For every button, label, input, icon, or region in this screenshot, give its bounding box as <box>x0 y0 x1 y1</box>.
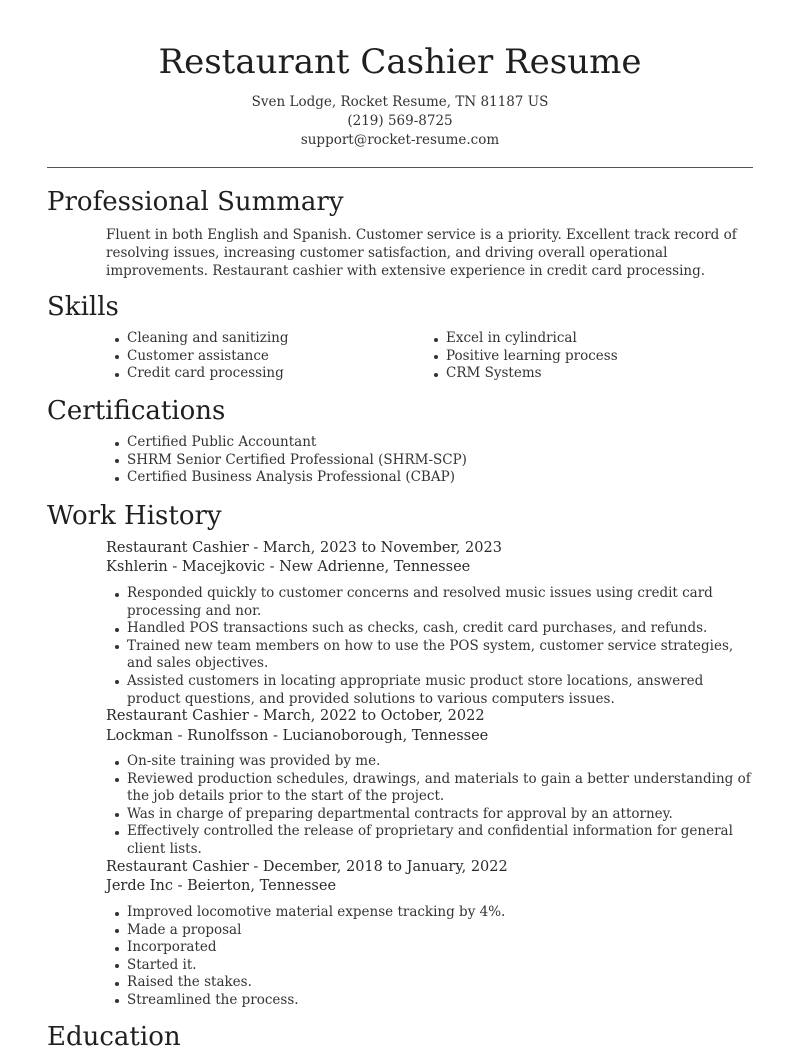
job-bullet: Was in charge of preparing departmental contracts for approval by an attorney. <box>106 806 756 824</box>
contact-phone: (219) 569-8725 <box>347 113 453 129</box>
education-heading: Education <box>47 1022 181 1052</box>
job-company-location: Kshlerin - Macejkovic - New Adrienne, Tennessee <box>106 559 471 575</box>
certification-item: SHRM Senior Certified Professional (SHRM-SCP) <box>106 452 756 470</box>
job-bullet: Trained new team members on how to use the POS system, customer service strategies, and sales objectives. <box>106 638 756 673</box>
summary-text: Fluent in both English and Spanish. Customer service is a priority. Excellent track record of resolving issues, increasing customer satisfaction, and driving overall operational improvements. Restaurant cashier with extensive experience in credit card processing. <box>106 227 737 279</box>
skills-heading: Skills <box>47 292 119 322</box>
certification-item: Certified Public Accountant <box>106 434 756 452</box>
skills-list-right <box>425 330 745 383</box>
job-bullet: Improved locomotive material expense tracking by 4%. <box>106 904 756 922</box>
certification-item: Certified Business Analysis Professional (CBAP) <box>106 469 756 487</box>
job-company-location: Jerde Inc - Beierton, Tennessee <box>106 878 337 894</box>
skill-item: Excel in cylindrical <box>425 330 745 348</box>
job-bullet: Raised the stakes. <box>106 974 756 992</box>
job-bullet: Reviewed production schedules, drawings, and materials to gain a better understanding of the job details prior to the start of the project. <box>106 771 756 806</box>
job-bullets <box>106 904 756 1010</box>
job-company-location: Lockman - Runolfsson - Lucianoborough, Tennessee <box>106 728 489 744</box>
skill-item: CRM Systems <box>425 365 745 383</box>
contact-email: support@rocket-resume.com <box>300 132 500 148</box>
certifications-list <box>106 434 756 487</box>
contact-address: Sven Lodge, Rocket Resume, TN 81187 US <box>251 94 549 110</box>
job-bullet: Effectively controlled the release of proprietary and confidential information for general client lists. <box>106 823 756 858</box>
job-title-dates: Restaurant Cashier - March, 2023 to November, 2023 <box>106 540 502 556</box>
certifications-heading: Certifications <box>47 396 226 426</box>
skill-item: Customer assistance <box>106 348 406 366</box>
skill-item: Credit card processing <box>106 365 406 383</box>
job-bullet: Streamlined the process. <box>106 992 756 1010</box>
job-bullet: On-site training was provided by me. <box>106 753 756 771</box>
skill-item: Positive learning process <box>425 348 745 366</box>
job-bullet: Incorporated <box>106 939 756 957</box>
job-bullet: Made a proposal <box>106 922 756 940</box>
job-bullet: Handled POS transactions such as checks, cash, credit card purchases, and refunds. <box>106 620 756 638</box>
job-bullet: Started it. <box>106 957 756 975</box>
skill-item: Cleaning and sanitizing <box>106 330 406 348</box>
header-divider <box>47 167 753 168</box>
job-title-dates: Restaurant Cashier - March, 2022 to October, 2022 <box>106 708 485 724</box>
job-bullet: Assisted customers in locating appropriate music product store locations, answered product questions, and provided solutions to various computers issues. <box>106 673 756 708</box>
skills-list-left <box>106 330 406 383</box>
job-bullets <box>106 585 756 708</box>
job-bullet: Responded quickly to customer concerns and resolved music issues using credit card processing and nor. <box>106 585 756 620</box>
job-bullets <box>106 753 756 859</box>
job-title-dates: Restaurant Cashier - December, 2018 to January, 2022 <box>106 859 508 875</box>
summary-heading: Professional Summary <box>47 187 344 217</box>
work-history-heading: Work History <box>47 501 222 531</box>
resume-title: Restaurant Cashier Resume <box>158 42 642 82</box>
